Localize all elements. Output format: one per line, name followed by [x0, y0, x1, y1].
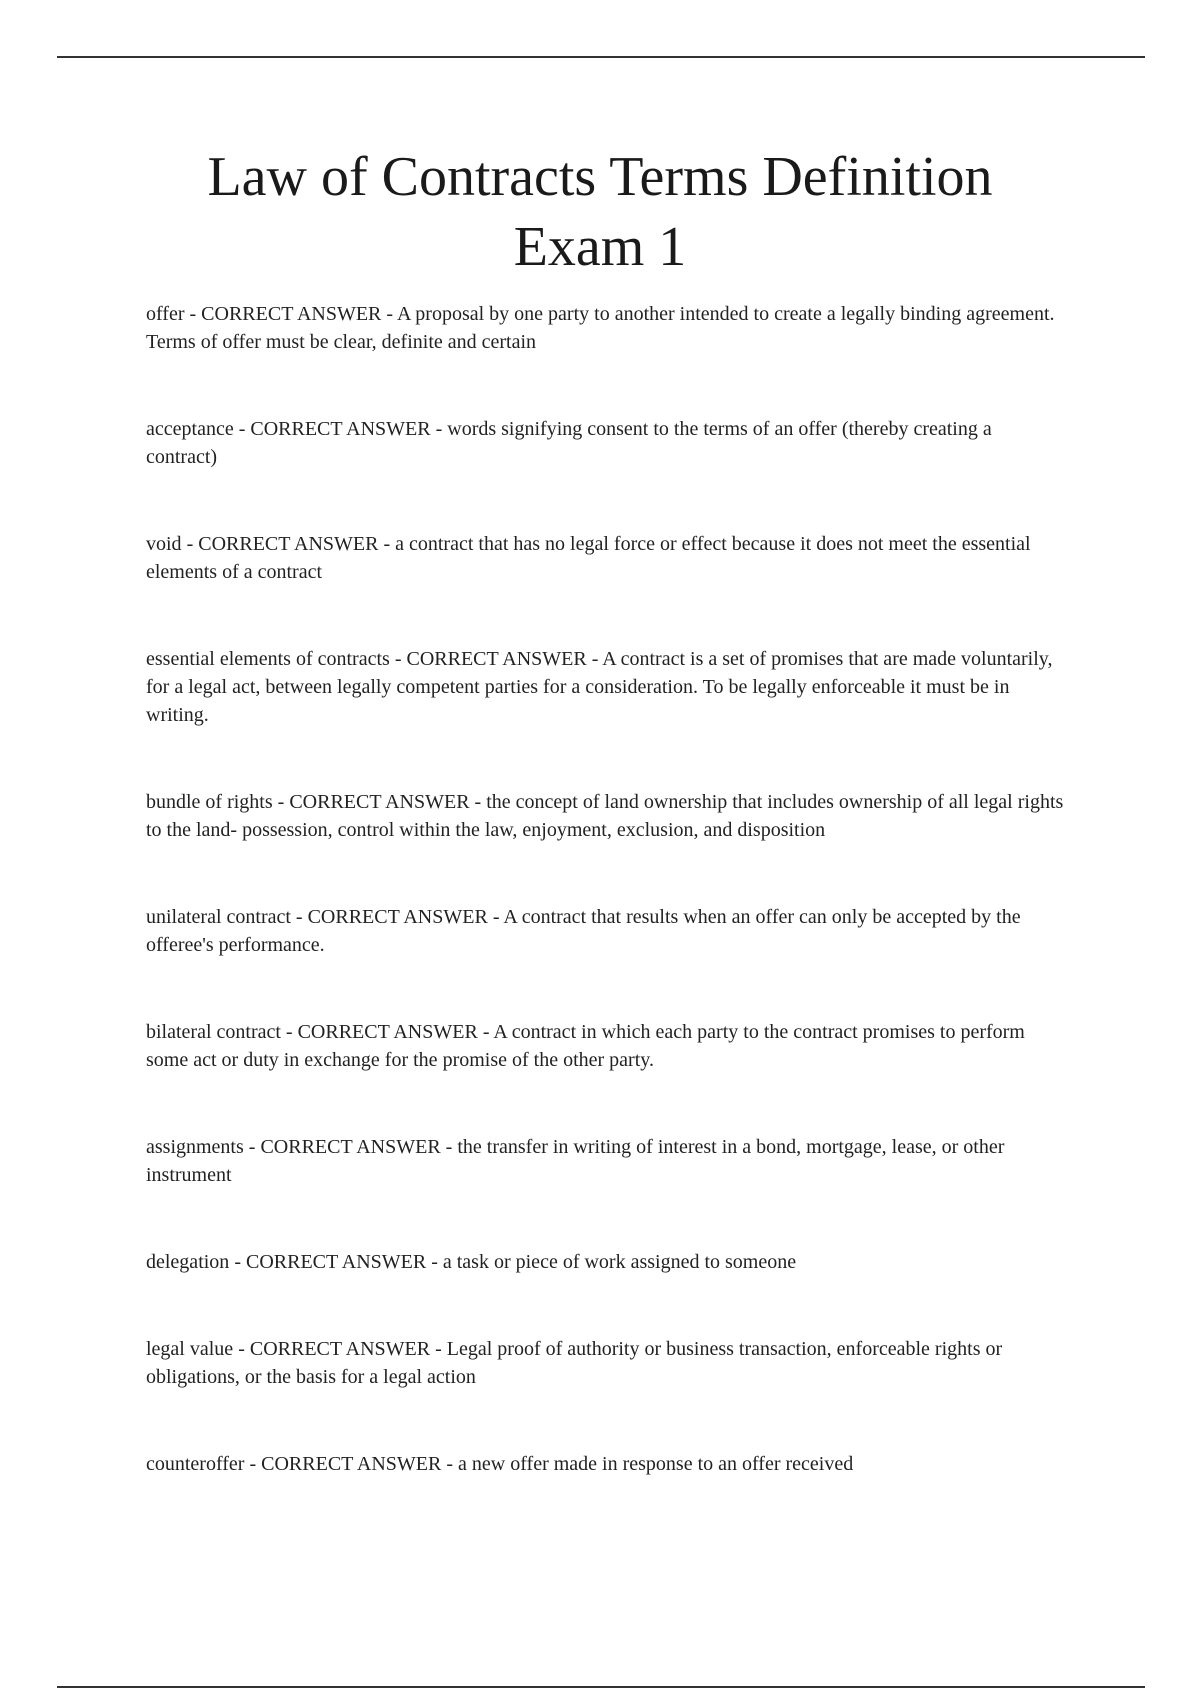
answer-label: CORRECT ANSWER [260, 1136, 441, 1158]
definition-entry-legal-value [146, 1335, 1066, 1391]
term: acceptance [146, 418, 234, 440]
definition: A contract that results when an offer can only be accepted by the offeree's performance. [146, 906, 1021, 956]
separator: - [430, 1338, 447, 1360]
definition-entry-bilateral-contract [146, 1018, 1066, 1074]
term: legal value [146, 1338, 234, 1360]
separator: - [272, 791, 290, 813]
definition-entry-acceptance [146, 415, 1066, 471]
answer-label: CORRECT ANSWER [297, 1021, 478, 1043]
definition-entry-delegation [146, 1248, 1066, 1276]
definition-entry-void [146, 530, 1066, 586]
page-title [0, 142, 1200, 282]
term: offer [146, 303, 185, 325]
answer-label: CORRECT ANSWER [198, 533, 379, 555]
term: assignments [146, 1136, 244, 1158]
definition: a new offer made in response to an offer received [458, 1453, 854, 1475]
definition-entry-essential-elements [146, 645, 1066, 729]
definition-entry-assignments [146, 1133, 1066, 1189]
separator: - [233, 1338, 250, 1360]
answer-label: CORRECT ANSWER [250, 418, 431, 440]
definition-entry-offer [146, 300, 1066, 356]
definition: A contract is a set of promises that are made voluntarily, for a legal act, between legally competent parties for a consideration. To be legally enforceable it must be in writing. [146, 648, 1053, 726]
separator: - [243, 1136, 261, 1158]
separator: - [389, 648, 407, 670]
separator: - [586, 648, 603, 670]
separator: - [430, 418, 448, 440]
definition-entry-bundle-of-rights [146, 788, 1066, 844]
separator: - [477, 1021, 494, 1043]
definition: the concept of land ownership that includes ownership of all legal rights to the land- possession, control within the law, enjoyment, exclusion, and disposition [146, 791, 1064, 841]
definition: A contract in which each party to the contract promises to perform some act or duty in exchange for the promise of the other party. [146, 1021, 1025, 1071]
answer-label: CORRECT ANSWER [249, 1338, 431, 1360]
separator: - [440, 1136, 458, 1158]
separator: - [381, 303, 397, 325]
answer-label: CORRECT ANSWER [307, 906, 488, 928]
definition: the transfer in writing of interest in a bond, mortgage, lease, or other instrument [146, 1136, 1005, 1186]
term: essential elements of contracts [146, 648, 390, 670]
term: delegation [146, 1251, 230, 1273]
separator: - [181, 533, 199, 555]
definition: Legal proof of authority or business transaction, enforceable rights or obligations, or the basis for a legal action [146, 1338, 1003, 1388]
definition-entry-unilateral-contract [146, 903, 1066, 959]
separator: - [229, 1251, 246, 1273]
answer-label: CORRECT ANSWER [201, 303, 382, 325]
definition: words signifying consent to the terms of an offer (thereby creating a contract) [146, 418, 992, 468]
definition: A proposal by one party to another intended to create a legally binding agreement. Terms of offer must be clear, definite and certain [146, 303, 1055, 353]
term: bundle of rights [146, 791, 273, 813]
definition: a contract that has no legal force or effect because it does not meet the essential elements of a contract [146, 533, 1031, 583]
title-line-2: Exam 1 [513, 216, 687, 278]
definition: a task or piece of work assigned to someone [442, 1251, 797, 1273]
separator: - [233, 418, 251, 440]
separator: - [280, 1021, 298, 1043]
answer-label: CORRECT ANSWER [245, 1251, 427, 1273]
answer-label: CORRECT ANSWER [261, 1453, 442, 1475]
term: counteroffer [146, 1453, 245, 1475]
answer-label: CORRECT ANSWER [406, 648, 587, 670]
separator: - [469, 791, 487, 813]
term: bilateral contract [146, 1021, 281, 1043]
separator: - [378, 533, 396, 555]
answer-label: CORRECT ANSWER [289, 791, 470, 813]
term: unilateral contract [146, 906, 291, 928]
separator: - [290, 906, 308, 928]
title-line-1: Law of Contracts Terms Definition [207, 146, 993, 208]
term: void [146, 533, 182, 555]
definition-list [146, 300, 1066, 1537]
separator: - [441, 1453, 459, 1475]
separator: - [184, 303, 202, 325]
separator: - [244, 1453, 262, 1475]
separator: - [426, 1251, 443, 1273]
separator: - [487, 906, 504, 928]
top-rule [57, 56, 1145, 58]
bottom-rule [57, 1686, 1145, 1688]
definition-entry-counteroffer [146, 1450, 1066, 1478]
